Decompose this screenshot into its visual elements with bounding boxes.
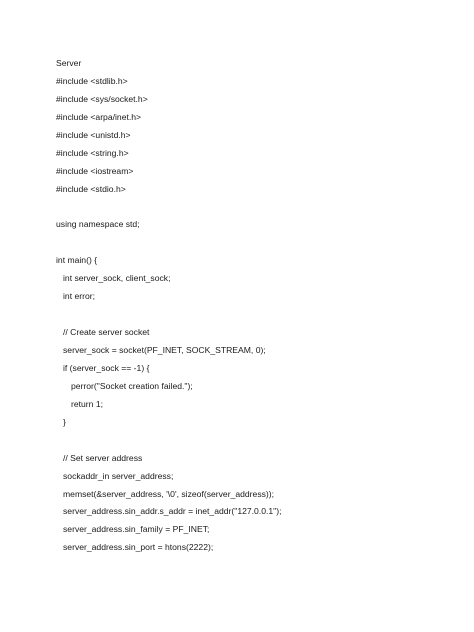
blank-line [56,306,456,324]
document-line: server_address.sin_addr.s_addr = inet_addr("127.0.0.1"); [63,506,282,517]
document-body [56,55,456,557]
document-line: // Create server socket [63,327,150,338]
document-line: sockaddr_in server_address; [63,470,174,481]
document-line: // Set server address [63,452,143,463]
document-line: #include <arpa/inet.h> [56,111,142,122]
document-line: #include <unistd.h> [56,129,131,140]
document-line: server_address.sin_port = htons(2222); [63,542,214,553]
document-line: using namespace std; [56,219,140,230]
document-line: Server [56,58,82,68]
blank-line [56,432,456,450]
document-line: perror("Socket creation failed."); [71,380,193,391]
document-line: int error; [63,291,95,302]
blank-line [56,199,456,217]
document-line: memset(&server_address, '\0', sizeof(server_address)); [63,488,275,499]
document-line: server_address.sin_family = PF_INET; [63,524,210,535]
blank-line [56,234,456,252]
document-line: #include <sys/socket.h> [56,93,148,104]
document-line: #include <stdlib.h> [56,75,128,86]
document-line: return 1; [71,398,104,409]
document-line: #include <iostream> [56,165,134,176]
document-line: int server_sock, client_sock; [63,273,171,284]
document-line: server_sock = socket(PF_INET, SOCK_STREAM, 0); [63,345,266,355]
document-line: } [63,416,66,427]
document-line: #include <string.h> [56,147,129,158]
document-line: #include <stdio.h> [56,183,126,194]
document-line: int main() { [56,255,98,266]
document-line: if (server_sock == -1) { [63,362,150,373]
